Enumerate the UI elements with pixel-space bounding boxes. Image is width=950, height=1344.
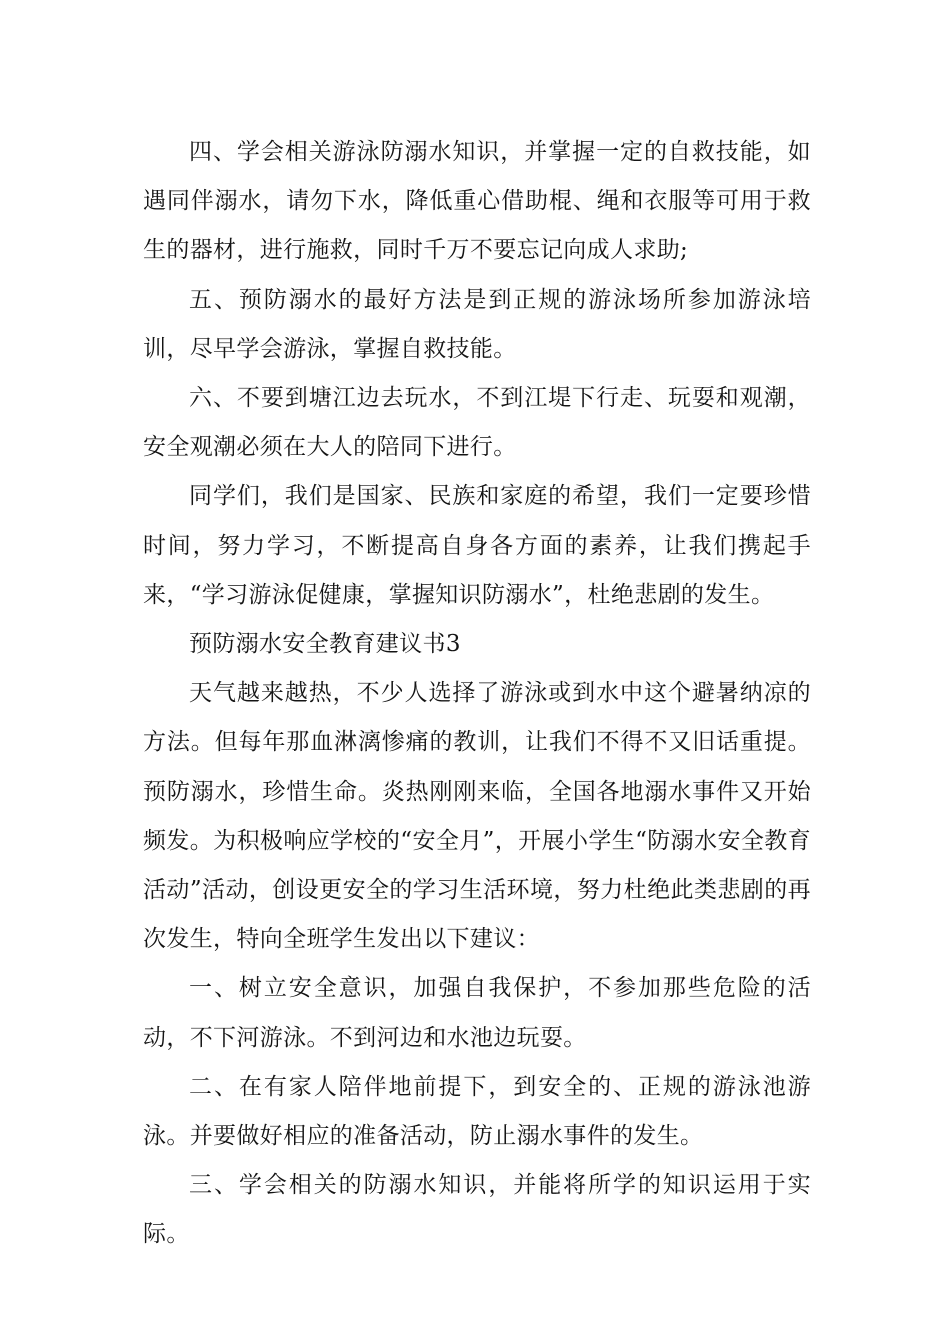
paragraph-suggestion-1: 一、树立安全意识，加强自我保护，不参加那些危险的活动，不下河游泳。不到河边和水池边玩耍。 (143, 975, 811, 1051)
paragraph-introduction: 天气越来越热，不少人选择了游泳或到水中这个避暑纳凉的方法。但每年那血淋漓惨痛的教训，让我们不得不又旧话重提。预防溺水，珍惜生命。炎热刚刚来临，全国各地溺水事件又开始频发。为积极响应学校的“安全月”，开展小学生“防溺水安全教育活动”活动，创设更安全的学习生活环境，努力杜绝此类悲剧的再次发生，特向全班学生发出以下建议： (143, 680, 811, 953)
paragraph-closing-appeal: 同学们，我们是国家、民族和家庭的希望，我们一定要珍惜时间，努力学习，不断提高自身各方面的素养，让我们携起手来，“学习游泳促健康，掌握知识防溺水”，杜绝悲剧的发生。 (143, 483, 811, 608)
document-body (143, 128, 811, 1260)
paragraph-item-6-river-caution: 六、不要到塘江边去玩水，不到江堤下行走、玩耍和观潮，安全观潮必须在大人的陪同下进行。 (143, 385, 811, 461)
paragraph-item-4-safety-skills: 四、学会相关游泳防溺水知识，并掌握一定的自救技能，如遇同伴溺水，请勿下水，降低重心借助棍、绳和衣服等可用于救生的器材，进行施救，同时千万不要忘记向成人求助; (143, 139, 811, 264)
paragraph-item-5-swim-training: 五、预防溺水的最好方法是到正规的游泳场所参加游泳培训，尽早学会游泳，掌握自救技能。 (143, 286, 811, 362)
paragraph-suggestion-3: 三、学会相关的防溺水知识，并能将所学的知识运用于实际。 (143, 1172, 811, 1248)
section-title: 预防溺水安全教育建议书3 (189, 631, 461, 658)
paragraph-suggestion-2: 二、在有家人陪伴地前提下，到安全的、正规的游泳池游泳。并要做好相应的准备活动，防止溺水事件的发生。 (143, 1073, 811, 1150)
